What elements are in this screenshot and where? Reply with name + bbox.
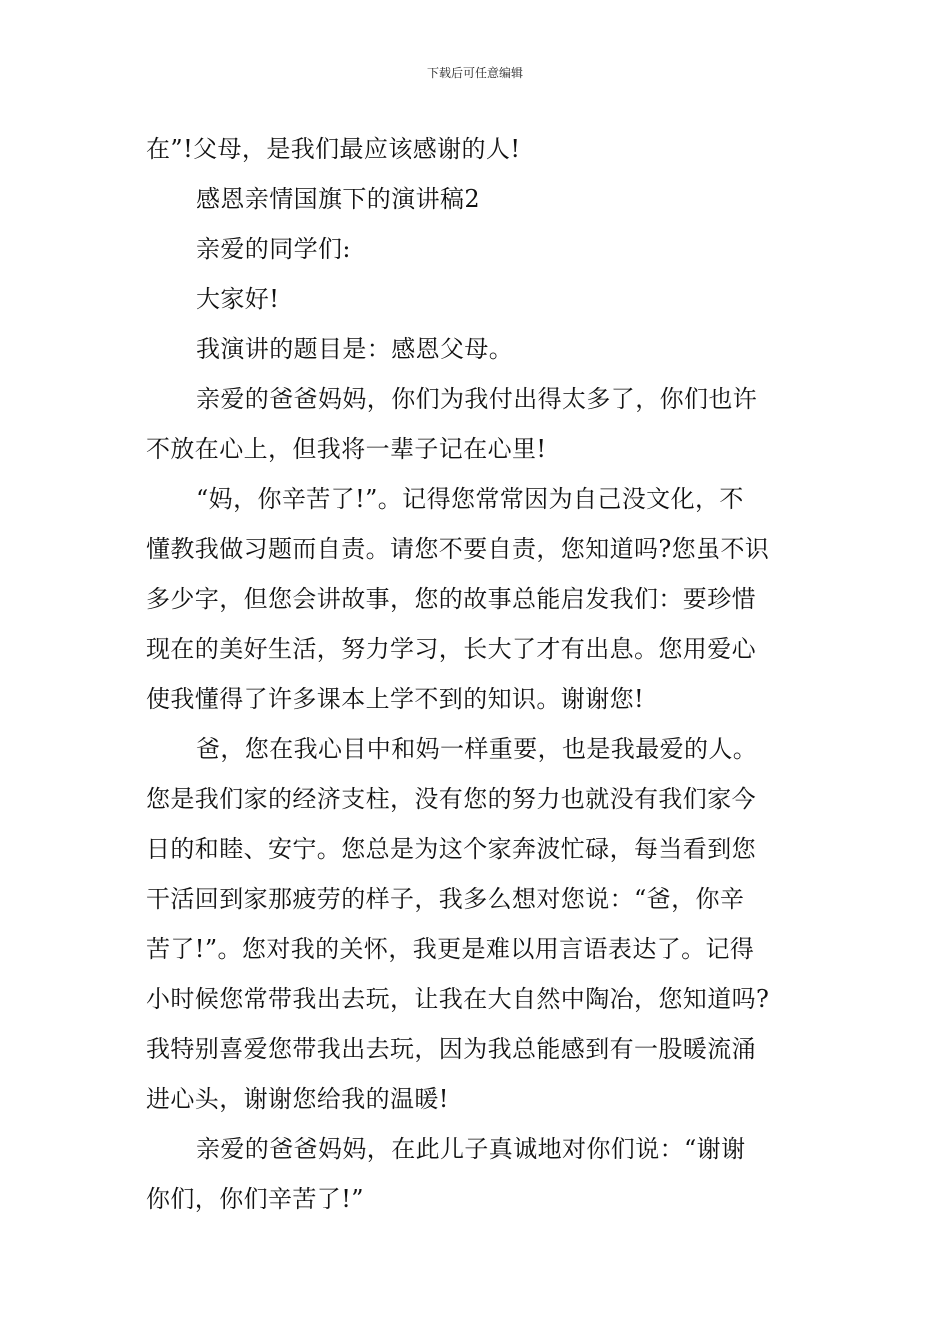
text-line: 在”!父母，是我们最应该感谢的人! [146,135,521,163]
text-line: 使我懂得了许多课本上学不到的知识。谢谢您! [146,685,645,713]
text-line: 爸，您在我心目中和妈一样重要，也是我最爱的人。 [196,735,758,763]
text-line: “妈，你辛苦了!”。记得您常常因为自己没文化，不 [196,485,744,513]
text-line: 干活回到家那疲劳的样子，我多么想对您说：“爸，你辛 [146,885,745,913]
text-line: 你们，你们辛苦了!” [146,1185,364,1213]
speech-topic: 我演讲的题目是：感恩父母。 [196,335,514,363]
text-line: 多少字，但您会讲故事，您的故事总能启发我们：要珍惜 [146,585,756,613]
text-line: 懂教我做习题而自责。请您不要自责，您知道吗?您虽不识 [146,535,770,563]
text-line: 亲爱的爸爸妈妈，你们为我付出得太多了，你们也许 [196,385,758,413]
text-line: 我特别喜爱您带我出去玩，因为我总能感到有一股暖流涌 [146,1035,756,1063]
salutation: 亲爱的同学们: [196,235,351,263]
text-line: 不放在心上，但我将一辈子记在心里! [146,435,547,463]
text-line: 日的和睦、安宁。您总是为这个家奔波忙碌，每当看到您 [146,835,756,863]
text-line: 苦了!”。您对我的关怀，我更是难以用言语表达了。记得 [146,935,755,963]
section-title: 感恩亲情国旗下的演讲稿2 [196,185,481,213]
text-line: 现在的美好生活，努力学习，长大了才有出息。您用爱心 [146,635,756,663]
text-line: 您是我们家的经济支柱，没有您的努力也就没有我们家今 [146,785,756,813]
text-line: 亲爱的爸爸妈妈，在此儿子真诚地对你们说：“谢谢 [196,1135,746,1163]
page-header: 下载后可任意编辑 [426,66,523,80]
document-body [146,124,808,1224]
text-line: 小时候您常带我出去玩，让我在大自然中陶冶，您知道吗? [146,985,770,1013]
text-line: 进心头，谢谢您给我的温暖! [146,1085,449,1113]
greeting: 大家好! [196,285,280,313]
